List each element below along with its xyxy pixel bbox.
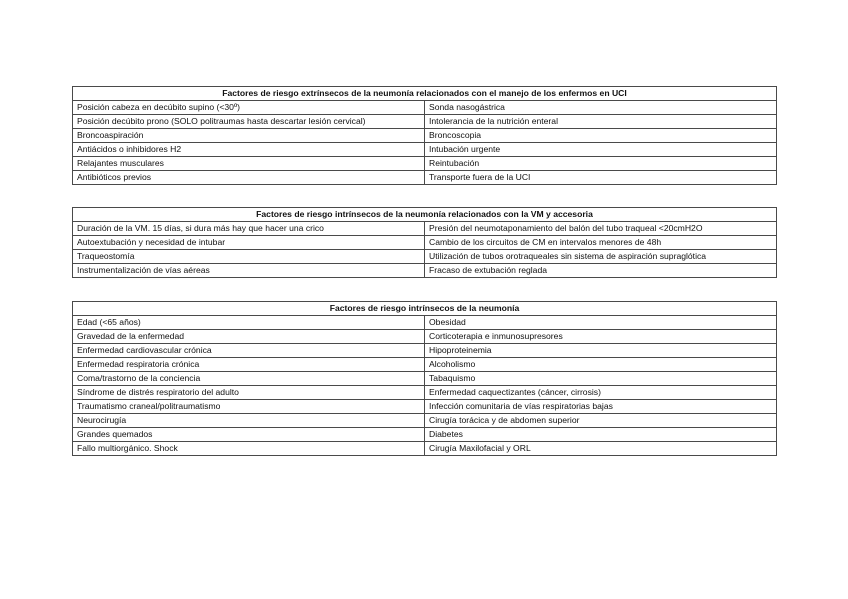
- table-cell: Sonda nasogástrica: [425, 101, 777, 115]
- table-row: [73, 358, 777, 372]
- table-cell: Enfermedad respiratoria crónica: [73, 358, 425, 372]
- table-cell: Gravedad de la enfermedad: [73, 330, 425, 344]
- table-cell: Presión del neumotaponamiento del balón del tubo traqueal <20cmH2O: [425, 222, 777, 236]
- table-header-row: [73, 302, 777, 316]
- table-title: Factores de riesgo intrínsecos de la neumonía relacionados con la VM y accesoria: [73, 208, 777, 222]
- table-cell: Traumatismo craneal/politraumatismo: [73, 400, 425, 414]
- table-cell: Enfermedad cardiovascular crónica: [73, 344, 425, 358]
- table-cell: Transporte fuera de la UCI: [425, 171, 777, 185]
- table-cell: Enfermedad caquectizantes (cáncer, cirrosis): [425, 386, 777, 400]
- table-cell: Relajantes musculares: [73, 157, 425, 171]
- table-row: [73, 428, 777, 442]
- table-cell: Infección comunitaria de vías respiratorias bajas: [425, 400, 777, 414]
- table-row: [73, 330, 777, 344]
- table-cell: Cirugía torácica y de abdomen superior: [425, 414, 777, 428]
- table-cell: Traqueostomía: [73, 250, 425, 264]
- intrinsic-risk-factors-table: [72, 301, 777, 456]
- table-header-row: [73, 208, 777, 222]
- table-row: [73, 372, 777, 386]
- table-cell: Fracaso de extubación reglada: [425, 264, 777, 278]
- table-row: [73, 115, 777, 129]
- table-row: [73, 400, 777, 414]
- table-cell: Hipoproteinemia: [425, 344, 777, 358]
- table-row: [73, 316, 777, 330]
- table-cell: Diabetes: [425, 428, 777, 442]
- table-cell: Alcoholismo: [425, 358, 777, 372]
- extrinsic-risk-factors-table: [72, 86, 777, 185]
- table-cell: Edad (<65 años): [73, 316, 425, 330]
- table-cell: Broncoaspiración: [73, 129, 425, 143]
- table-cell: Posición decúbito prono (SOLO politraumas hasta descartar lesión cervical): [73, 115, 425, 129]
- table-row: [73, 222, 777, 236]
- table-cell: Reintubación: [425, 157, 777, 171]
- table-row: [73, 171, 777, 185]
- table-row: [73, 129, 777, 143]
- table-cell: Cambio de los circuitos de CM en intervalos menores de 48h: [425, 236, 777, 250]
- table-row: [73, 386, 777, 400]
- table-row: [73, 344, 777, 358]
- table-cell: Autoextubación y necesidad de intubar: [73, 236, 425, 250]
- table-row: [73, 250, 777, 264]
- table-cell: Antibióticos previos: [73, 171, 425, 185]
- table-cell: Broncoscopia: [425, 129, 777, 143]
- table-cell: Antiácidos o inhibidores H2: [73, 143, 425, 157]
- table-row: [73, 101, 777, 115]
- table-row: [73, 236, 777, 250]
- table-cell: Utilización de tubos orotraqueales sin sistema de aspiración supraglótica: [425, 250, 777, 264]
- table-row: [73, 157, 777, 171]
- table-cell: Corticoterapia e inmunosupresores: [425, 330, 777, 344]
- table-cell: Intubación urgente: [425, 143, 777, 157]
- table-cell: Intolerancia de la nutrición enteral: [425, 115, 777, 129]
- table-header-row: [73, 87, 777, 101]
- table-cell: Neurocirugía: [73, 414, 425, 428]
- table-row: [73, 414, 777, 428]
- table-cell: Duración de la VM. 15 días, si dura más hay que hacer una crico: [73, 222, 425, 236]
- table-row: [73, 143, 777, 157]
- table-cell: Instrumentalización de vías aéreas: [73, 264, 425, 278]
- table-cell: Grandes quemados: [73, 428, 425, 442]
- table-cell: Tabaquismo: [425, 372, 777, 386]
- table-cell: Fallo multiorgánico. Shock: [73, 442, 425, 456]
- intrinsic-vm-risk-factors-table: [72, 207, 777, 278]
- table-cell: Síndrome de distrés respiratorio del adulto: [73, 386, 425, 400]
- table-row: [73, 442, 777, 456]
- table-cell: Cirugía Maxilofacial y ORL: [425, 442, 777, 456]
- table-title: Factores de riesgo intrínsecos de la neumonía: [73, 302, 777, 316]
- table-cell: Coma/trastorno de la conciencia: [73, 372, 425, 386]
- table-cell: Obesidad: [425, 316, 777, 330]
- table-row: [73, 264, 777, 278]
- table-cell: Posición cabeza en decúbito supino (<30º): [73, 101, 425, 115]
- table-title: Factores de riesgo extrínsecos de la neumonía relacionados con el manejo de los enfermos en UCI: [73, 87, 777, 101]
